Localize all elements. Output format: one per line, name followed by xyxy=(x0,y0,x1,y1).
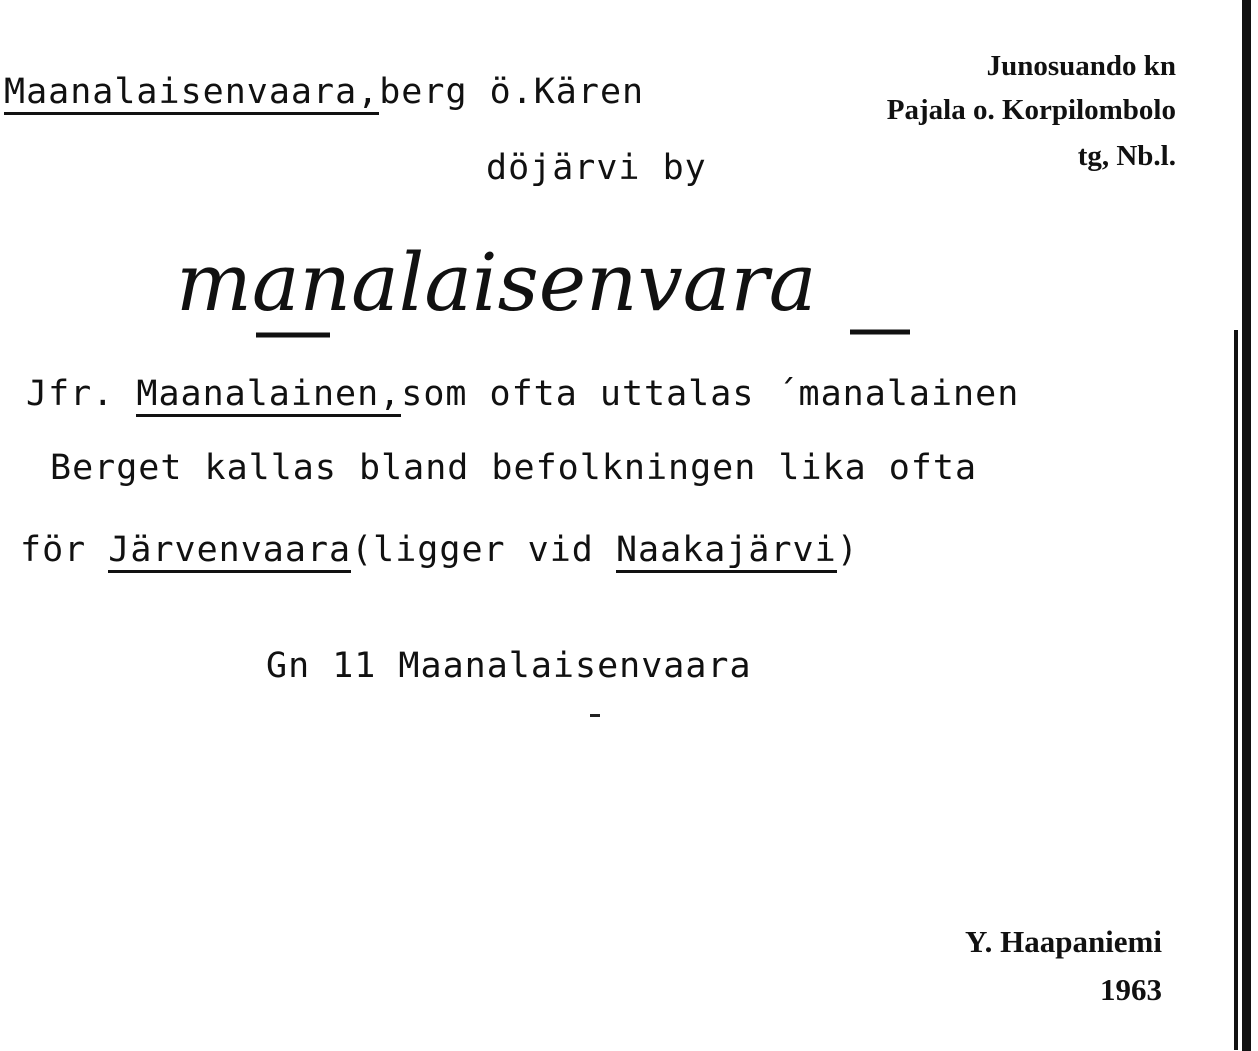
location-line-2: Pajala o. Korpilombolo xyxy=(886,94,1176,126)
body-line-3 xyxy=(20,530,859,570)
stray-mark xyxy=(590,714,600,717)
handwritten-text: manalaisenvara xyxy=(176,238,817,329)
card-edge-shadow xyxy=(1234,330,1238,1050)
body-line3-end: ) xyxy=(836,530,859,570)
reference-line: Gn 11 Maanalaisenvaara xyxy=(266,646,752,686)
author-name: Y. Haapaniemi xyxy=(965,924,1162,959)
header-line-1 xyxy=(4,72,644,112)
ref-naakajarvi: Naakajärvi xyxy=(616,530,837,573)
header-line-2: döjärvi by xyxy=(486,148,707,188)
body-line-2: Berget kallas bland befolkningen lika ofta xyxy=(50,448,978,488)
body-line3-prefix: för xyxy=(20,530,87,570)
body-line-1 xyxy=(26,374,1019,414)
body-line1-rest: som ofta uttalas ´manalainen xyxy=(401,374,1020,414)
handwritten-pronunciation xyxy=(170,238,1050,348)
location-line-1: Junosuando kn xyxy=(986,50,1176,82)
year: 1963 xyxy=(1100,972,1162,1007)
ref-maanalainen: Maanalainen, xyxy=(136,374,401,417)
location-line-3: tg, Nb.l. xyxy=(1077,140,1176,172)
header-line1-rest: berg ö.Kären xyxy=(379,72,645,112)
body-line1-prefix: Jfr. xyxy=(26,374,115,414)
place-name: Maanalaisenvaara, xyxy=(4,72,379,115)
ref-jarvenvaara: Järvenvaara xyxy=(108,530,351,573)
card-edge-border xyxy=(1242,0,1251,1051)
body-line3-mid: (ligger vid xyxy=(351,530,594,570)
